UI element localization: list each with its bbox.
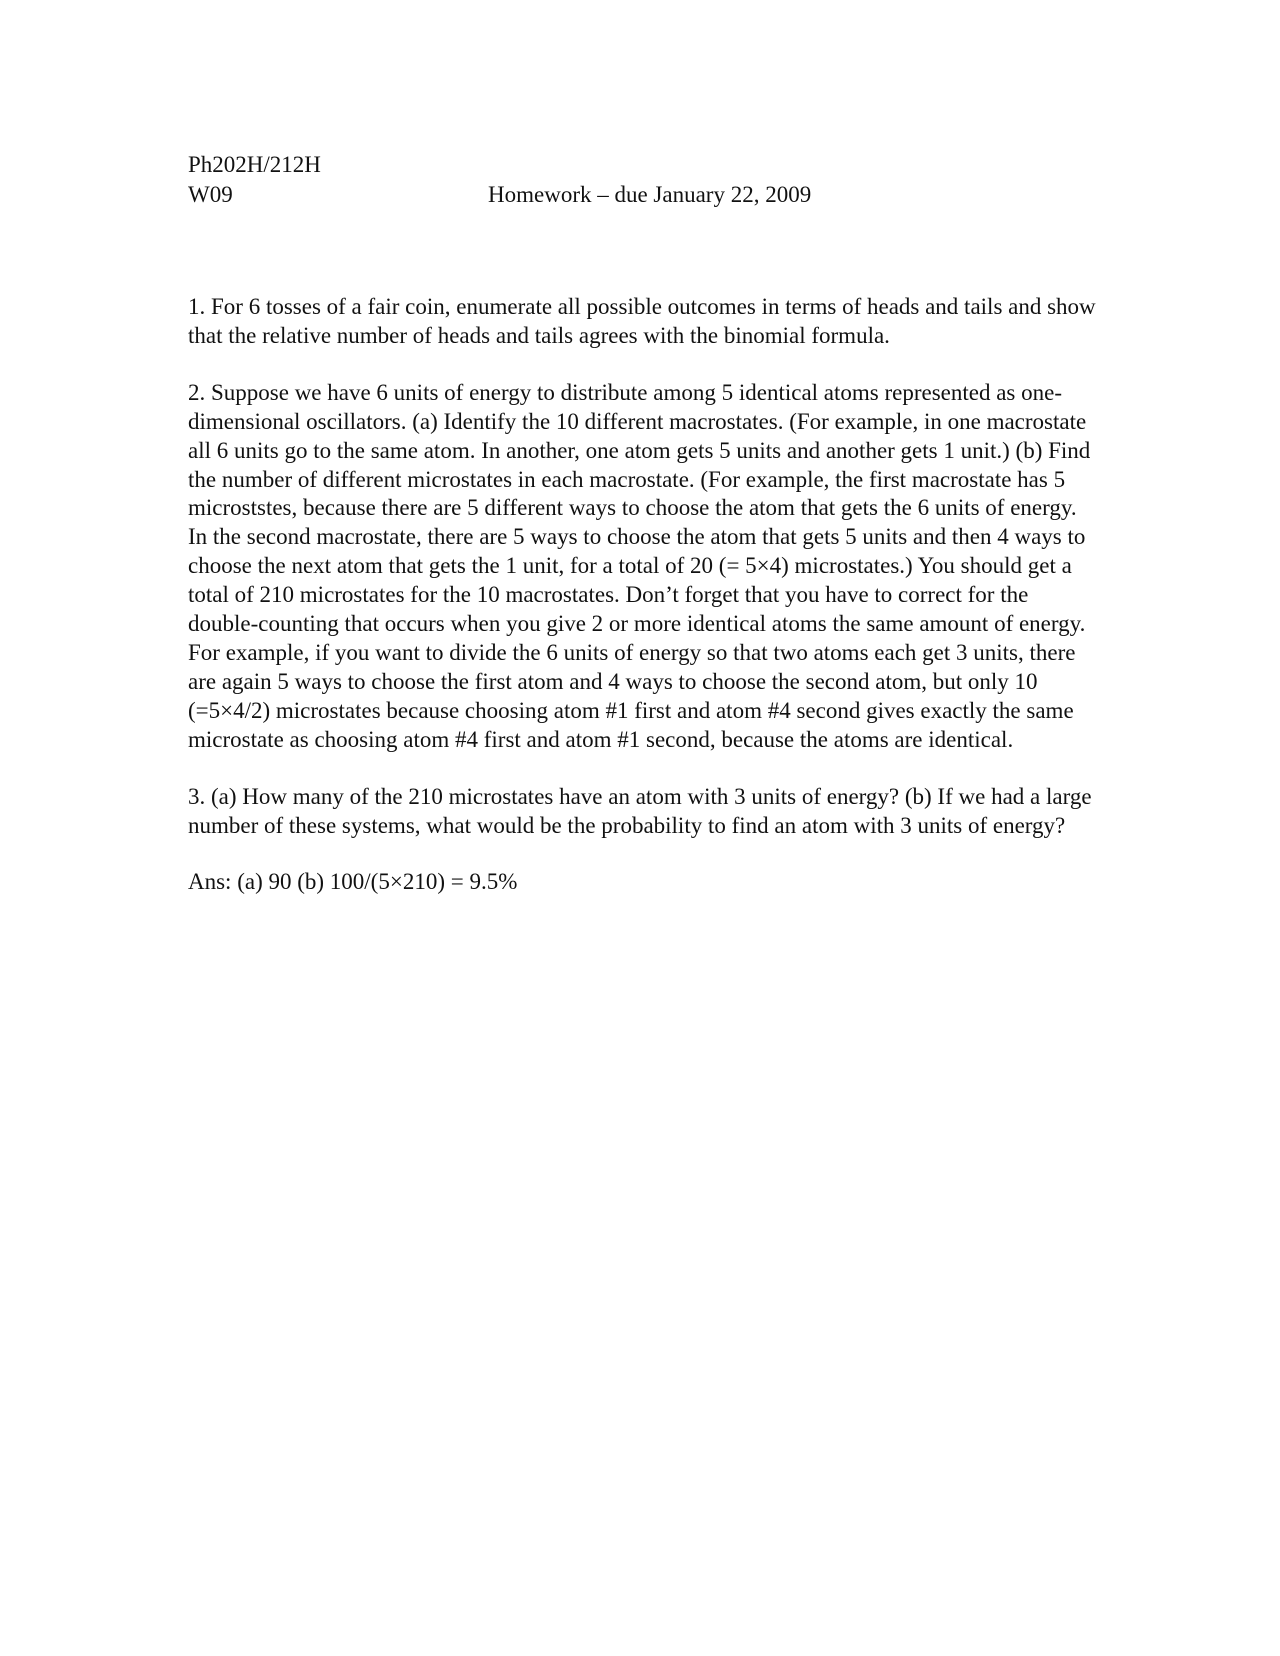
header-line-1 xyxy=(188,150,1088,180)
problem-3: 3. (a) How many of the 210 microstates have an atom with 3 units of energy? (b) If we had a large number of these systems, what would be the probability to find an atom with 3 units of energy? xyxy=(188,783,1092,838)
term-code: W09 xyxy=(188,182,233,207)
course-code: Ph202H/212H xyxy=(188,152,321,177)
problem-2: 2. Suppose we have 6 units of energy to distribute among 5 identical atoms represented as one-dimensional oscillators. (a) Identify the 10 different macrostates. (For example, in one macrostate all 6 units go to the same atom. In another, one atom gets 5 units and another gets 1 unit.) (b) Find the number of different microstates in each macrostate. (For example, the first macrostate has 5 microststes, because there are 5 different ways to choose the atom that gets the 6 units of energy. In the second macrostate, there are 5 ways to choose the atom that gets 5 units and then 4 ways to choose the next atom that gets the 1 unit, for a total of 20 (= 5×4) microstates.) You should get a total of 210 microstates for the 10 macrostates. Don’t forget that you have to correct for the double-counting that occurs when you give 2 or more identical atoms the same amount of energy. For example, if you want to divide the 6 units of energy so that two atoms each get 3 units, there are again 5 ways to choose the first atom and 4 ways to choose the second atom, but only 10 (=5×4/2) microstates because choosing atom #1 first and atom #4 second gives exactly the same microstate as choosing atom #4 first and atom #1 second, because the atoms are identical. xyxy=(188,379,1091,752)
header-line-2 xyxy=(188,180,1088,210)
answer-line: Ans: (a) 90 (b) 100/(5×210) = 9.5% xyxy=(188,869,518,895)
document-body xyxy=(188,293,1098,897)
problem-1: 1. For 6 tosses of a fair coin, enumerate all possible outcomes in terms of heads and tails and show that the relative number of heads and tails agrees with the binomial formula. xyxy=(188,294,1096,348)
homework-title: Homework – due January 22, 2009 xyxy=(488,182,812,207)
document-header xyxy=(188,150,1088,210)
